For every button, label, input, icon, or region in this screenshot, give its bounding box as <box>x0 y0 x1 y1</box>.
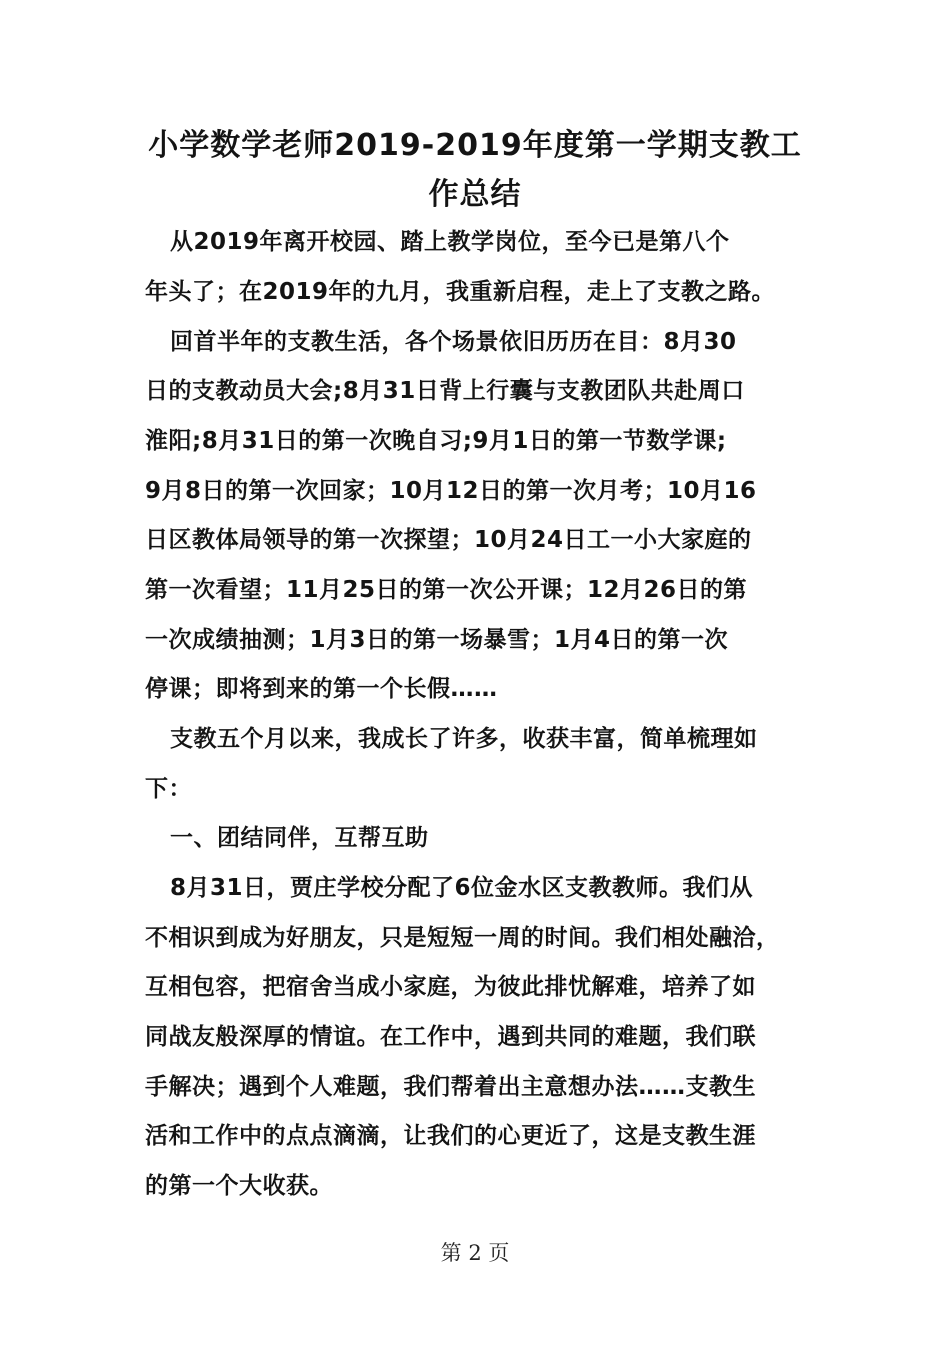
paragraph-2-line-5: 日区教体局领导的第一次探望；10月24日工一小大家庭的 <box>145 527 752 553</box>
paragraph-5-line-4: 同战友般深厚的情谊。在工作中，遇到共同的难题，我们联 <box>145 1024 756 1050</box>
document-title-line-2: 作总结 <box>428 177 522 212</box>
paragraph-5-line-7: 的第一个大收获。 <box>145 1173 333 1199</box>
paragraph-3-line-1: 支教五个月以来，我成长了许多，收获丰富，简单梳理如 <box>170 726 758 752</box>
document-title-line-1: 小学数学老师2019-2019年度第一学期支教工 <box>148 128 802 163</box>
paragraph-5-line-2: 不相识到成为好朋友，只是短短一周的时间。我们相处融洽， <box>145 925 780 951</box>
paragraph-2-line-8: 停课；即将到来的第一个长假…… <box>145 676 498 702</box>
paragraph-2-line-6: 第一次看望；11月25日的第一次公开课；12月26日的第 <box>145 577 748 603</box>
paragraph-5-line-5: 手解决；遇到个人难题，我们帮着出主意想办法……支教生 <box>145 1074 756 1100</box>
page-number: 第 2 页 <box>440 1241 510 1265</box>
paragraph-1-line-1: 从2019年离开校园、踏上教学岗位，至今已是第八个 <box>170 229 730 255</box>
paragraph-2-line-4: 9月8日的第一次回家；10月12日的第一次月考；10月16 <box>145 478 757 504</box>
paragraph-5-line-3: 互相包容，把宿舍当成小家庭，为彼此排忧解难，培养了如 <box>145 974 756 1000</box>
paragraph-2-line-2: 日的支教动员大会;8月31日背上行囊与支教团队共赴周口 <box>145 378 745 404</box>
paragraph-5-line-1: 8月31日，贾庄学校分配了6位金水区支教教师。我们从 <box>170 875 754 901</box>
paragraph-2-line-1: 回首半年的支教生活，各个场景依旧历历在目：8月30 <box>170 329 737 355</box>
paragraph-1-line-2: 年头了；在2019年的九月，我重新启程，走上了支教之路。 <box>145 279 776 305</box>
paragraph-3-line-2: 下： <box>145 776 192 802</box>
section-heading: 一、团结同伴，互帮互助 <box>170 825 429 851</box>
paragraph-5-line-6: 活和工作中的点点滴滴，让我们的心更近了，这是支教生涯 <box>145 1123 756 1149</box>
paragraph-2-line-7: 一次成绩抽测；1月3日的第一场暴雪；1月4日的第一次 <box>145 627 729 653</box>
paragraph-2-line-3: 淮阳;8月31日的第一次晚自习;9月1日的第一节数学课; <box>145 428 727 454</box>
